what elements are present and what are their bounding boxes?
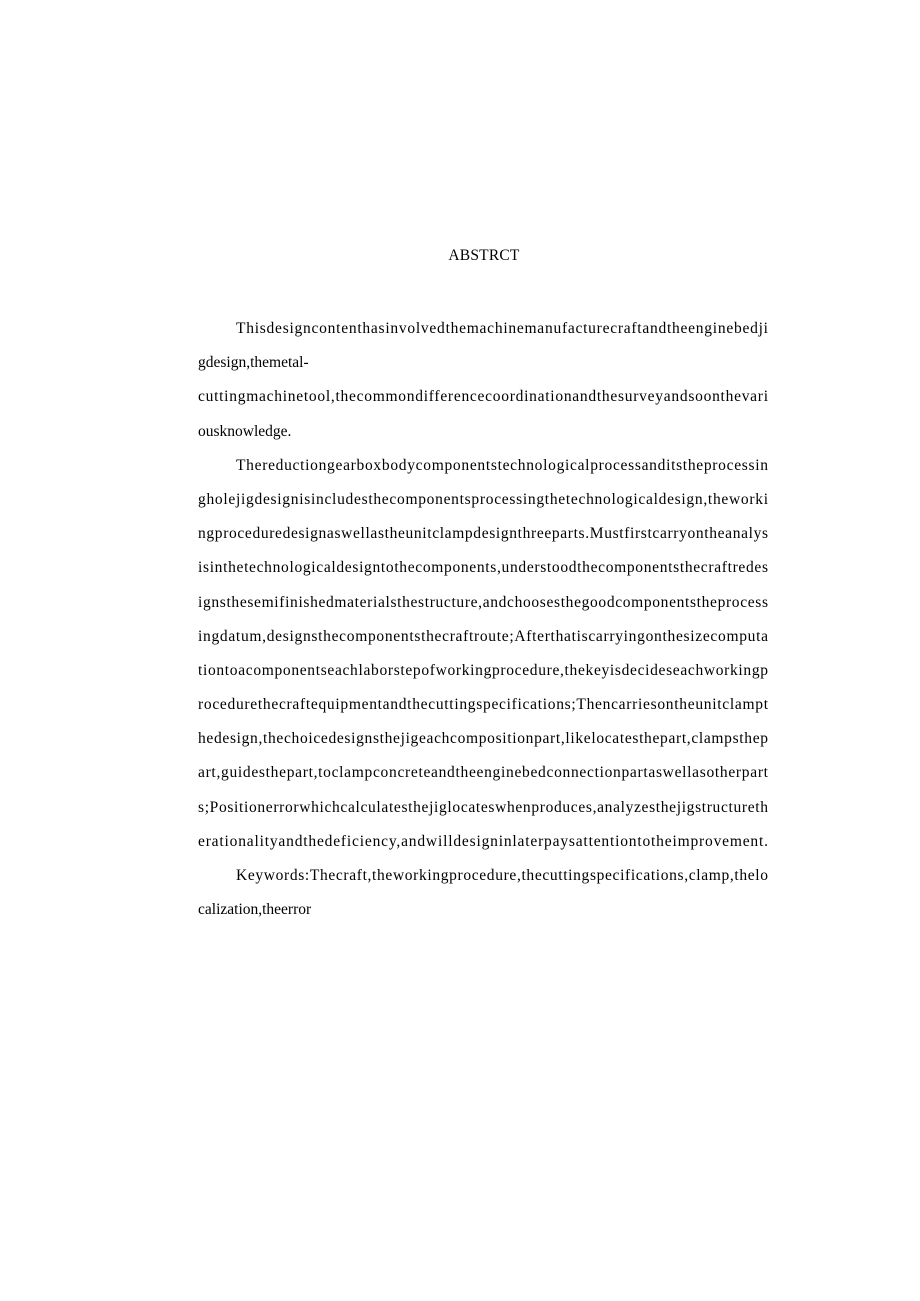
text-line: ingdatum,designsthecomponentsthecraftroute;Afterthatiscarryingonthesizecomputa (198, 627, 769, 645)
text-line: Thisdesigncontenthasinvolvedthemachinemanufacturecraftandtheenginebedji (236, 320, 769, 337)
text-line: calization,theerror (198, 901, 312, 919)
text-line: gholejigdesignisincludesthecomponentsprocessingthetechnologicaldesign,theworki (198, 490, 769, 508)
text-line: isinthetechnologicaldesigntothecomponents,understoodthecomponentsthecraftredes (198, 559, 769, 577)
text-line: art,guidesthepart,toclampconcreteandtheenginebedconnectionpartaswellasotherpart (198, 764, 769, 782)
text-line: rocedurethecraftequipmentandthecuttingspecifications;Thencarriesontheunitclampt (198, 696, 769, 714)
abstract-heading: ABSTRCT (448, 247, 520, 264)
text-line: erationalityandthedeficiency,andwilldesigninlaterpaysattentiontotheimprovement. (198, 832, 769, 850)
text-line: ignsthesemifinishedmaterialsthestructure,andchoosesthegoodcomponentstheprocess (198, 593, 769, 611)
text-line: hedesign,thechoicedesignsthejigeachcompositionpart,likelocatesthepart,clampsthep (198, 730, 769, 748)
text-line: gdesign,themetal- (198, 354, 309, 372)
text-line: Thereductiongearboxbodycomponentstechnologicalprocessanditstheprocessin (236, 456, 769, 474)
text-line: s;Positionerrorwhichcalculatesthejiglocateswhenproduces,analyzesthejigstructureth (198, 798, 769, 816)
abstract-body (198, 312, 778, 927)
text-line: Keywords:Thecraft,theworkingprocedure,thecuttingspecifications,clamp,thelo (236, 867, 769, 884)
text-line: cuttingmachinetool,thecommondifferencecoordinationandthesurveyandsoonthevari (198, 388, 769, 406)
text-line: ngproceduredesignaswellastheunitclampdesignthreeparts.Mustfirstcarryontheanalys (198, 525, 769, 543)
text-line: tiontoacomponentseachlaborstepofworkingprocedure,thekeyisdecideseachworkingp (198, 661, 769, 679)
text-line: ousknowledge. (198, 422, 292, 440)
